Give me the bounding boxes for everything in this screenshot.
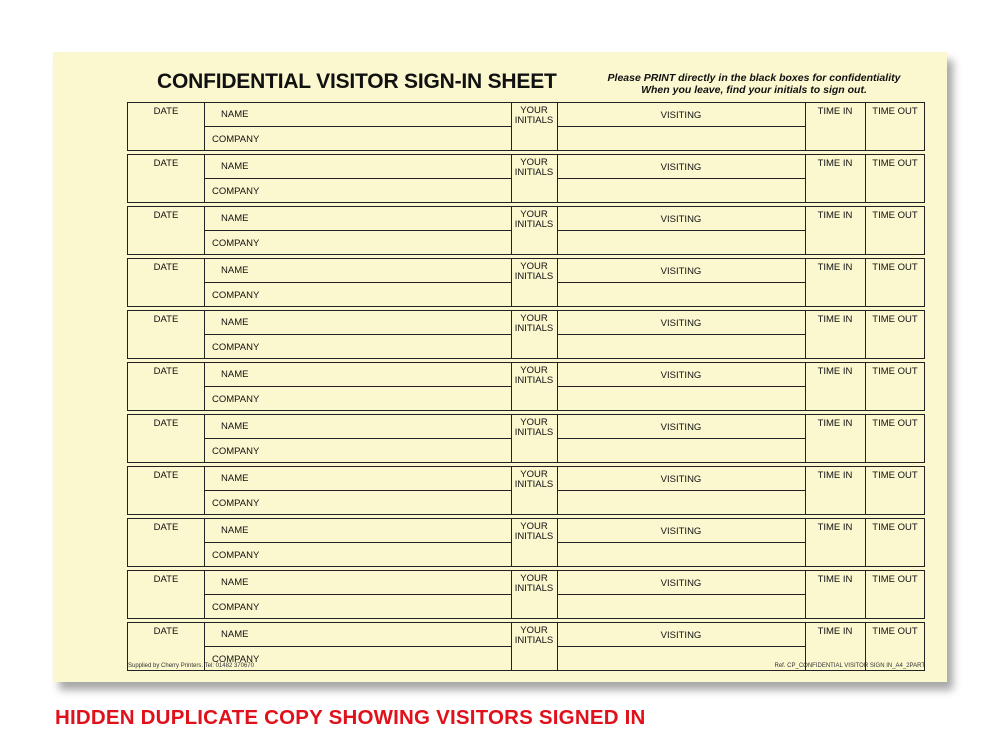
company-field[interactable]: COMPANY	[212, 290, 260, 301]
initials-label-2: INITIALS	[514, 271, 554, 282]
initials-field[interactable]	[511, 106, 557, 126]
name-field[interactable]: NAME	[221, 473, 249, 484]
date-field[interactable]: DATE	[153, 262, 179, 273]
visiting-field[interactable]: VISITING	[660, 214, 702, 225]
date-field[interactable]: DATE	[153, 626, 179, 637]
time-out-field[interactable]: TIME OUT	[872, 470, 918, 481]
time-in-field[interactable]: TIME IN	[817, 210, 853, 221]
time-out-field[interactable]: TIME OUT	[872, 522, 918, 533]
initials-field[interactable]	[511, 314, 557, 334]
time-in-field[interactable]: TIME IN	[817, 574, 853, 585]
initials-label-1: YOUR	[520, 157, 548, 168]
date-field[interactable]: DATE	[153, 314, 179, 325]
time-in-field[interactable]: TIME IN	[817, 314, 853, 325]
initials-label-1: YOUR	[520, 521, 548, 532]
visitor-row	[127, 102, 925, 151]
initials-label-2: INITIALS	[514, 583, 554, 594]
initials-label-1: YOUR	[520, 469, 548, 480]
name-field[interactable]: NAME	[221, 421, 249, 432]
visitor-rows	[127, 102, 925, 674]
visitor-row	[127, 258, 925, 307]
duplicate-copy-caption: HIDDEN DUPLICATE COPY SHOWING VISITORS SIGNED IN	[55, 706, 646, 729]
visiting-field[interactable]: VISITING	[660, 526, 702, 537]
instructions-line-2: When you leave, find your initials to sign out.	[641, 84, 867, 96]
visitor-row	[127, 570, 925, 619]
visiting-field[interactable]: VISITING	[660, 162, 702, 173]
row-divider	[557, 178, 805, 179]
time-out-field[interactable]: TIME OUT	[872, 210, 918, 221]
time-out-field[interactable]: TIME OUT	[872, 418, 918, 429]
initials-label-1: YOUR	[520, 313, 548, 324]
visiting-field[interactable]: VISITING	[660, 318, 702, 329]
company-field[interactable]: COMPANY	[212, 446, 260, 457]
row-divider	[557, 646, 805, 647]
row-divider	[204, 126, 511, 127]
time-out-field[interactable]: TIME OUT	[872, 314, 918, 325]
time-out-field[interactable]: TIME OUT	[872, 366, 918, 377]
name-field[interactable]: NAME	[221, 629, 249, 640]
row-divider	[557, 438, 805, 439]
time-out-field[interactable]: TIME OUT	[872, 106, 918, 117]
visiting-field[interactable]: VISITING	[660, 630, 702, 641]
time-in-field[interactable]: TIME IN	[817, 158, 853, 169]
time-in-field[interactable]: TIME IN	[817, 418, 853, 429]
name-field[interactable]: NAME	[221, 213, 249, 224]
row-divider	[557, 282, 805, 283]
time-out-field[interactable]: TIME OUT	[872, 158, 918, 169]
initials-field[interactable]	[511, 418, 557, 438]
initials-label-1: YOUR	[520, 261, 548, 272]
company-field[interactable]: COMPANY	[212, 550, 260, 561]
time-in-field[interactable]: TIME IN	[817, 262, 853, 273]
time-in-field[interactable]: TIME IN	[817, 366, 853, 377]
company-field[interactable]: COMPANY	[212, 654, 260, 665]
initials-label-2: INITIALS	[514, 479, 554, 490]
initials-field[interactable]	[511, 366, 557, 386]
visiting-field[interactable]: VISITING	[660, 422, 702, 433]
initials-label-2: INITIALS	[514, 375, 554, 386]
initials-label-1: YOUR	[520, 365, 548, 376]
date-field[interactable]: DATE	[153, 366, 179, 377]
time-in-field[interactable]: TIME IN	[817, 106, 853, 117]
row-divider	[204, 178, 511, 179]
row-divider	[557, 126, 805, 127]
initials-label-1: YOUR	[520, 417, 548, 428]
row-divider	[557, 542, 805, 543]
time-out-field[interactable]: TIME OUT	[872, 574, 918, 585]
visiting-field[interactable]: VISITING	[660, 578, 702, 589]
row-divider	[557, 334, 805, 335]
visitor-row	[127, 518, 925, 567]
row-divider	[204, 230, 511, 231]
date-field[interactable]: DATE	[153, 158, 179, 169]
initials-field[interactable]	[511, 626, 557, 646]
company-field[interactable]: COMPANY	[212, 238, 260, 249]
visiting-field[interactable]: VISITING	[660, 266, 702, 277]
name-field[interactable]: NAME	[221, 161, 249, 172]
visitor-row	[127, 310, 925, 359]
initials-label-2: INITIALS	[514, 323, 554, 334]
date-field[interactable]: DATE	[153, 470, 179, 481]
company-field[interactable]: COMPANY	[212, 134, 260, 145]
name-field[interactable]: NAME	[221, 525, 249, 536]
row-divider	[557, 490, 805, 491]
initials-label-1: YOUR	[520, 573, 548, 584]
name-field[interactable]: NAME	[221, 109, 249, 120]
row-divider	[204, 542, 511, 543]
visitor-row	[127, 414, 925, 463]
row-divider	[557, 230, 805, 231]
initials-field[interactable]	[511, 262, 557, 282]
visitor-row	[127, 362, 925, 411]
date-field[interactable]: DATE	[153, 522, 179, 533]
name-field[interactable]: NAME	[221, 369, 249, 380]
date-field[interactable]: DATE	[153, 106, 179, 117]
name-field[interactable]: NAME	[221, 265, 249, 276]
row-divider	[204, 646, 511, 647]
row-divider	[204, 438, 511, 439]
initials-label-2: INITIALS	[514, 167, 554, 178]
name-field[interactable]: NAME	[221, 577, 249, 588]
initials-field[interactable]	[511, 470, 557, 490]
instructions	[598, 72, 910, 96]
supplier-note: Supplied by Cherry Printers. Tel: 01482 370670	[128, 663, 254, 669]
time-in-field[interactable]: TIME IN	[817, 522, 853, 533]
initials-field[interactable]	[511, 158, 557, 178]
row-divider	[204, 386, 511, 387]
row-divider	[204, 594, 511, 595]
initials-label-2: INITIALS	[514, 115, 554, 126]
initials-field[interactable]	[511, 522, 557, 542]
initials-field[interactable]	[511, 210, 557, 230]
visitor-row	[127, 466, 925, 515]
company-field[interactable]: COMPANY	[212, 498, 260, 509]
date-field[interactable]: DATE	[153, 418, 179, 429]
row-divider	[204, 490, 511, 491]
initials-label-1: YOUR	[520, 105, 548, 116]
company-field[interactable]: COMPANY	[212, 186, 260, 197]
time-out-field[interactable]: TIME OUT	[872, 262, 918, 273]
initials-label-1: YOUR	[520, 625, 548, 636]
initials-label-2: INITIALS	[514, 635, 554, 646]
row-divider	[557, 386, 805, 387]
reference-note: Ref. CP_CONFIDENTIAL VISITOR SIGN IN_A4_2PART	[774, 663, 925, 669]
row-divider	[557, 594, 805, 595]
sheet-title: CONFIDENTIAL VISITOR SIGN-IN SHEET	[157, 70, 557, 93]
company-field[interactable]: COMPANY	[212, 342, 260, 353]
instructions-line-1: Please PRINT directly in the black boxes for confidentiality	[607, 72, 901, 84]
time-in-field[interactable]: TIME IN	[817, 626, 853, 637]
visiting-field[interactable]: VISITING	[660, 370, 702, 381]
time-out-field[interactable]: TIME OUT	[872, 626, 918, 637]
visitor-row	[127, 154, 925, 203]
name-field[interactable]: NAME	[221, 317, 249, 328]
row-divider	[204, 334, 511, 335]
initials-label-1: YOUR	[520, 209, 548, 220]
initials-label-2: INITIALS	[514, 219, 554, 230]
date-field[interactable]: DATE	[153, 574, 179, 585]
row-divider	[204, 282, 511, 283]
date-field[interactable]: DATE	[153, 210, 179, 221]
time-in-field[interactable]: TIME IN	[817, 470, 853, 481]
initials-label-2: INITIALS	[514, 531, 554, 542]
company-field[interactable]: COMPANY	[212, 602, 260, 613]
initials-label-2: INITIALS	[514, 427, 554, 438]
company-field[interactable]: COMPANY	[212, 394, 260, 405]
visiting-field[interactable]: VISITING	[660, 474, 702, 485]
visitor-row	[127, 206, 925, 255]
sign-in-sheet	[53, 52, 947, 682]
initials-field[interactable]	[511, 574, 557, 594]
visiting-field[interactable]: VISITING	[660, 110, 702, 121]
